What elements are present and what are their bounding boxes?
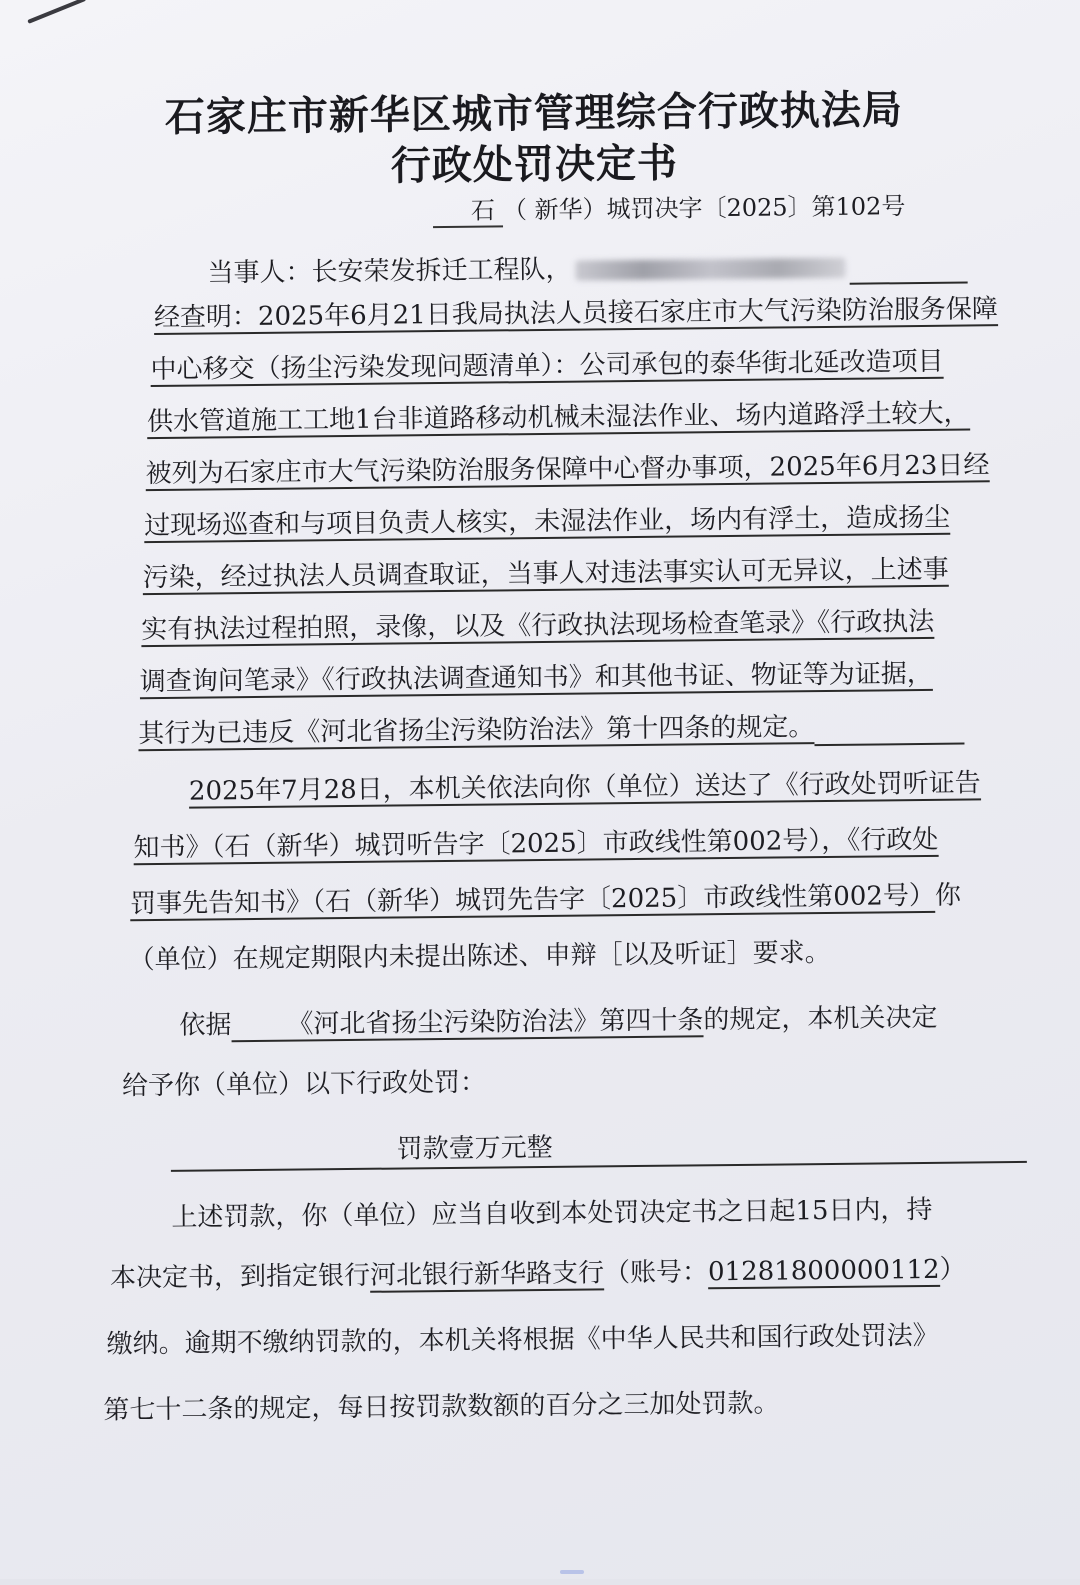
facts-line	[150, 344, 943, 388]
facts-blank-line	[814, 713, 964, 747]
facts-text: 其行为已违反《河北省扬尘污染防治法》第十四条的规定。	[138, 712, 815, 750]
facts-line	[141, 604, 934, 648]
document-number-rest: （ 新华）城罚决字〔2025〕第102号	[502, 192, 906, 225]
notice-line	[189, 765, 981, 809]
account-number: 01281800000112	[707, 1254, 940, 1288]
payment-text: 上述罚款，你（单位）应当自收到本处罚决定书之日起15日内，持	[171, 1194, 933, 1233]
payment-text: 缴纳。逾期不缴纳罚款的，本机关将根据《中华人民共和国行政处罚法》	[106, 1320, 939, 1360]
payment-text: 本决定书，到指定银行	[109, 1260, 371, 1294]
facts-line	[138, 708, 964, 754]
payment-line	[107, 1318, 939, 1363]
notice-text: 罚事先告知书》（石（新华）城罚先告字〔2025〕市政线性第002号）	[129, 880, 936, 920]
bank-name: 河北银行新华路支行	[369, 1258, 605, 1291]
facts-text: 经查明：2025年6月21日我局执法人员接石家庄市大气污染防治服务保障	[153, 294, 998, 334]
penalty-amount: 罚款壹万元整	[171, 1125, 1027, 1172]
party-line	[207, 248, 967, 292]
facts-text: 被列为石家庄市大气污染防治服务保障中心督办事项，2025年6月23日经	[145, 450, 990, 490]
facts-line	[143, 552, 949, 596]
notice-text: 2025年7月28日，本机关依法向你（单位）送达了《行政处罚听证告	[188, 768, 981, 807]
payment-line	[110, 1252, 966, 1297]
facts-line	[154, 291, 998, 336]
notice-line	[133, 822, 938, 866]
notice-text: 知书》（石（新华）城罚听告字〔2025〕市政线性第002号），《行政处	[133, 824, 939, 864]
basis-prefix: 依据	[179, 1010, 232, 1041]
facts-text: 调查询问笔录》《行政执法调查通知书》和其他书证、物证等为证据，	[139, 658, 933, 698]
issuing-authority-title: 石家庄市新华区城市管理综合行政执法局	[164, 86, 904, 141]
payment-line	[103, 1386, 779, 1429]
facts-line	[145, 447, 989, 492]
document-number	[433, 186, 906, 228]
facts-text: 供水管道施工工地1台非道路移动机械未湿法作业、场内道路浮土较大，	[146, 398, 970, 438]
basis-suffix: 的规定，本机关决定	[703, 1002, 938, 1036]
redacted-info	[575, 258, 845, 281]
penalty-line	[171, 1125, 1027, 1172]
facts-text: 过现场巡查和与项目负责人核实，未湿法作业，场内有浮土，造成扬尘	[144, 502, 951, 542]
notice-line	[130, 878, 961, 923]
document-number-prefix: 石	[433, 190, 503, 228]
document-type-title: 行政处罚决定书	[390, 139, 679, 190]
payment-text: ）	[939, 1254, 966, 1285]
facts-text: 污染，经过执法人员调查取证，当事人对违法事实认可无异议，上述事	[142, 554, 949, 594]
party-name: 长安荣发拆迁工程队，	[311, 254, 572, 288]
basis-law: 《河北省扬尘污染防治法》第四十条	[231, 1005, 703, 1042]
facts-line	[144, 500, 950, 544]
facts-text: 实有执法过程拍照，录像，以及《行政执法现场检查笔录》《行政执法	[141, 606, 935, 646]
payment-text: （账号：	[603, 1257, 709, 1289]
notice-text: 你	[934, 880, 962, 911]
payment-text: 第七十二条的规定，每日按罚款数额的百分之三加处罚款。	[103, 1388, 780, 1426]
facts-text: 中心移交（扬尘污染发现问题清单）：公司承包的泰华街北延改造项目	[150, 346, 944, 386]
notice-line	[129, 935, 831, 978]
facts-line	[147, 395, 970, 440]
basis-text: 给予你（单位）以下行政处罚：	[121, 1067, 487, 1102]
facts-line	[140, 656, 933, 700]
notice-text: （单位）在规定期限内未提出陈述、申辩［以及听证］要求。	[128, 937, 831, 976]
party-label: 当事人：	[207, 257, 312, 289]
payment-line	[171, 1192, 932, 1236]
basis-line	[122, 1065, 486, 1105]
party-blank-line	[849, 252, 967, 285]
basis-line	[179, 1000, 937, 1044]
